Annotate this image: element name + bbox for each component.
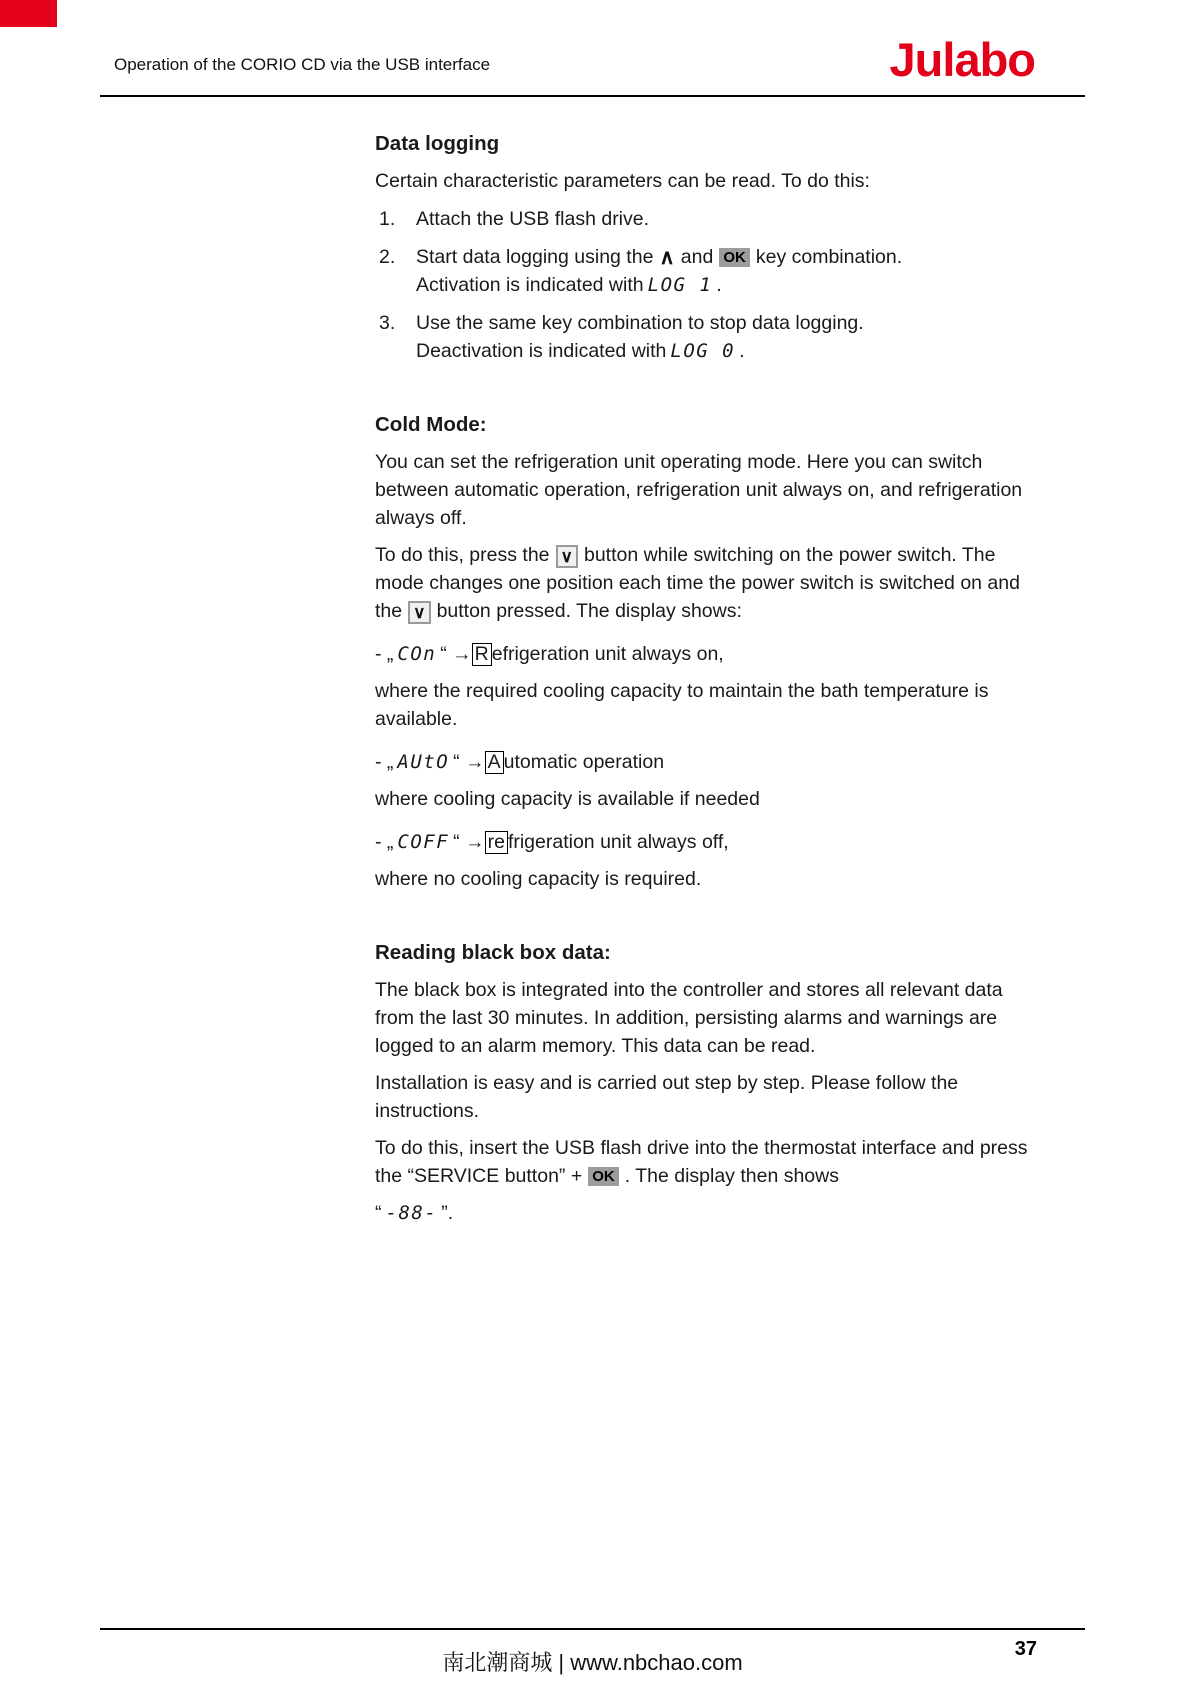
data-logging-list (375, 205, 1035, 365)
ok-key-icon: OK (719, 248, 750, 267)
display-quote-close: ”. (441, 1202, 454, 1224)
page-header (100, 33, 1085, 97)
lcd-text-88: -88- (385, 1202, 438, 1224)
item2-text-e: . (716, 274, 722, 296)
boxed-letter: A (485, 751, 504, 774)
black-box-paragraph-4 (375, 1199, 1035, 1227)
mode-line-auto (375, 748, 1035, 776)
item2-text-c: key combination. (755, 246, 903, 268)
list-item-1 (375, 205, 1035, 233)
item2-text-a: Start data logging using the (416, 246, 654, 268)
ok-key-icon: OK (588, 1167, 619, 1186)
boxed-letter: re (485, 831, 508, 854)
mode-desc-auto: where cooling capacity is available if needed (375, 788, 760, 810)
mode-post: “ → (453, 751, 485, 773)
list-item-number: 3. (379, 312, 396, 334)
section-data-logging (375, 130, 1035, 365)
mode-pre: - „ (375, 751, 394, 773)
item2-text-b: and (680, 246, 714, 268)
data-logging-intro: Certain characteristic parameters can be read. To do this: (375, 170, 870, 192)
mode-rest: utomatic operation (503, 751, 665, 773)
down-arrow-key-icon: ∨ (408, 601, 430, 624)
display-quote-open: “ (375, 1202, 382, 1224)
lcd-text-log0: LOG 0 (670, 340, 736, 362)
boxed-letter: R (472, 643, 492, 666)
list-item-text (416, 243, 1035, 299)
black-box-paragraph-1: The black box is integrated into the controller and stores all relevant data from the last 30 minutes. In addition, persisting alarms and warnings are logged to an alarm memory. This data can be read. (375, 979, 1003, 1057)
black-box-p3-a: To do this, insert the USB flash drive into the thermostat interface and press the “SERVICE button” + (375, 1137, 1028, 1187)
black-box-paragraph-3 (375, 1134, 1035, 1190)
section-heading-cold-mode: Cold Mode: (375, 413, 487, 436)
lcd-text-log1: LOG 1 (647, 274, 713, 296)
list-item-2 (375, 243, 1035, 299)
page-number: 37 (1014, 1638, 1037, 1660)
lcd-text-con: COn (397, 643, 437, 665)
item3-text-a: Use the same key combination to stop data logging. (416, 312, 864, 334)
mode-desc-coff: where no cooling capacity is required. (375, 868, 702, 890)
cold-mode-p2-b: button while switching on the power switch. The mode changes one position each time the power switch is switched on and the (375, 544, 1020, 622)
section-heading-black-box: Reading black box data: (375, 941, 611, 964)
mode-line-con (375, 640, 1035, 668)
page-footer (100, 1628, 1085, 1688)
cold-mode-p2-a: To do this, press the (375, 544, 550, 566)
list-item-text: Attach the USB flash drive. (416, 208, 650, 230)
mode-desc-con: where the required cooling capacity to maintain the bath temperature is available. (375, 680, 989, 730)
mode-rest: frigeration unit always off, (507, 831, 729, 853)
header-title: Operation of the CORIO CD via the USB interface (114, 55, 491, 74)
list-item-3 (375, 309, 1035, 365)
corner-mark (0, 0, 57, 27)
lcd-text-coff: COFF (397, 831, 450, 853)
section-black-box (375, 939, 1035, 1227)
cold-mode-p2-c: button pressed. The display shows: (436, 600, 742, 622)
black-box-p3-b: . The display then shows (624, 1165, 839, 1187)
page-content (375, 130, 1035, 1227)
item2-text-d: Activation is indicated with (416, 274, 644, 296)
list-item-number: 1. (379, 208, 396, 230)
down-arrow-key-icon: ∨ (556, 545, 578, 568)
mode-pre: - „ (375, 643, 394, 665)
section-heading-data-logging: Data logging (375, 132, 500, 155)
item3-text-b: Deactivation is indicated with (416, 340, 667, 362)
mode-line-coff (375, 828, 1035, 856)
mode-post: “ → (440, 643, 472, 665)
cold-mode-paragraph-2 (375, 541, 1035, 625)
up-arrow-key-icon: ∧ (659, 246, 675, 269)
cold-mode-paragraph-1: You can set the refrigeration unit operating mode. Here you can switch between automatic operation, refrigeration unit always on, and refrigeration always off. (375, 451, 1023, 529)
mode-pre: - „ (375, 831, 394, 853)
list-item-number: 2. (379, 246, 396, 268)
mode-post: “ → (453, 831, 485, 853)
footer-site-text: 南北潮商城 | www.nbchao.com (442, 1650, 743, 1675)
list-item-text (416, 309, 1035, 365)
black-box-paragraph-2: Installation is easy and is carried out step by step. Please follow the instructions. (375, 1072, 959, 1122)
item3-text-c: . (739, 340, 745, 362)
section-cold-mode (375, 411, 1035, 893)
julabo-logo: Julabo (889, 33, 1035, 86)
mode-rest: efrigeration unit always on, (491, 643, 724, 665)
lcd-text-auto: AUtO (397, 751, 450, 773)
